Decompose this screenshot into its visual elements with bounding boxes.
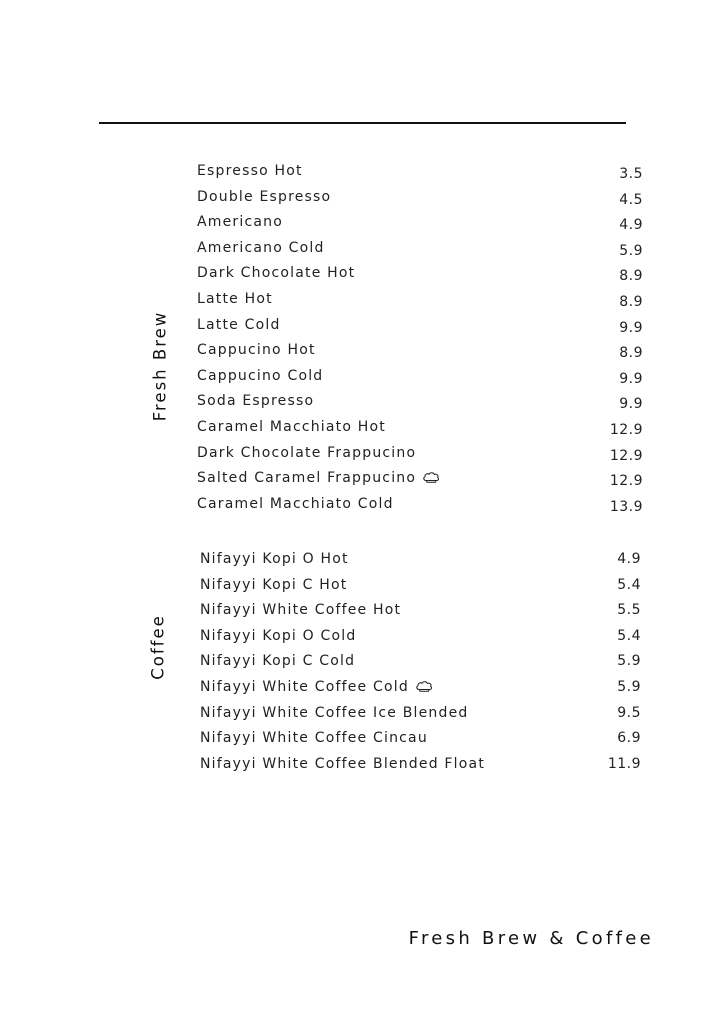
menu-item-price: 5.9 (617, 653, 641, 670)
menu-item-name (197, 342, 316, 358)
menu-item-price: 13.9 (609, 498, 643, 515)
menu-item (200, 704, 647, 730)
menu-item-price: 12.9 (609, 447, 643, 464)
menu-item (197, 162, 647, 188)
menu-item-price: 4.9 (617, 551, 641, 567)
chef-hat-icon (422, 471, 440, 483)
menu-item (200, 576, 647, 602)
menu-item-name (197, 419, 386, 435)
top-divider (99, 122, 626, 124)
menu-item-name (197, 291, 273, 307)
menu-item (197, 239, 647, 265)
menu-item-price: 6.9 (617, 730, 641, 747)
menu-item-name-text: Dark Chocolate Hot (197, 265, 356, 282)
menu-item (197, 290, 647, 316)
menu-item-name (200, 756, 485, 772)
menu-item-name (197, 214, 283, 230)
menu-item-name-text: Nifayyi White Coffee Cold (200, 678, 409, 695)
menu-item (200, 550, 647, 576)
menu-item-name (197, 470, 440, 486)
menu-item-name-text: Nifayyi White Coffee Cincau (200, 730, 428, 747)
menu-item-name (197, 393, 314, 409)
menu-item-name-text: Nifayyi Kopi C Hot (200, 576, 348, 593)
menu-item-price: 8.9 (619, 293, 643, 310)
menu-item-price: 9.9 (619, 319, 643, 336)
menu-item (200, 729, 647, 755)
menu-item-name (200, 653, 355, 669)
menu-item-name-text: Caramel Macchiato Cold (197, 495, 394, 512)
menu-item-name-text: Caramel Macchiato Hot (197, 418, 386, 435)
menu-item-name-text: Cappucino Hot (197, 342, 316, 359)
menu-item (197, 213, 647, 239)
menu-item (200, 652, 647, 678)
menu-item-name-text: Double Espresso (197, 188, 332, 205)
menu-item (200, 627, 647, 653)
menu-item-name (197, 265, 355, 281)
chef-hat-icon (415, 680, 433, 692)
menu-item-price: 9.9 (619, 370, 643, 387)
menu-item (200, 755, 647, 781)
menu-item-price: 8.9 (619, 268, 643, 285)
menu-item-name (200, 679, 433, 695)
section-label-fresh-brew: Fresh Brew (150, 310, 170, 422)
menu-item-name-text: Americano Cold (197, 239, 325, 256)
menu-item (197, 341, 647, 367)
menu-item-name-text: Cappucino Cold (197, 367, 324, 384)
menu-item-name (197, 317, 281, 333)
fresh-brew-menu-list (197, 162, 647, 520)
menu-item-name-text: Latte Cold (197, 316, 281, 333)
menu-item (197, 392, 647, 418)
menu-item (200, 601, 647, 627)
menu-item-price: 5.5 (617, 602, 641, 619)
menu-item-name-text: Latte Hot (197, 290, 273, 307)
menu-item-price: 5.4 (617, 627, 641, 644)
menu-item-price: 11.9 (607, 755, 641, 772)
menu-item-name (197, 445, 416, 461)
menu-item-name (200, 730, 428, 746)
menu-item-price: 5.9 (619, 242, 643, 259)
menu-item-price: 5.4 (617, 576, 641, 593)
menu-item-price: 9.5 (617, 704, 641, 721)
menu-item (197, 367, 647, 393)
menu-item-name (200, 628, 356, 644)
coffee-menu-list (200, 550, 647, 780)
menu-item (197, 316, 647, 342)
menu-item-name (197, 240, 325, 256)
menu-item-name (200, 551, 349, 567)
menu-footer-title: Fresh Brew & Coffee (408, 928, 654, 949)
menu-item (200, 678, 647, 704)
menu-item (197, 264, 647, 290)
menu-item-name (197, 368, 323, 384)
menu-item (197, 495, 647, 521)
menu-item-name-text: Soda Espresso (197, 393, 315, 410)
section-label-coffee: Coffee (148, 614, 168, 680)
menu-item-price: 9.9 (619, 396, 643, 413)
menu-item-name (197, 496, 394, 512)
menu-item-name (197, 163, 303, 179)
menu-item-name-text: Nifayyi Kopi O Cold (200, 627, 357, 644)
menu-item-name-text: Nifayyi White Coffee Ice Blended (200, 704, 469, 721)
menu-item-name-text: Espresso Hot (197, 163, 303, 179)
menu-item-price: 4.5 (619, 191, 643, 208)
menu-item-name-text: Americano (197, 214, 283, 231)
menu-item-name (200, 602, 401, 618)
menu-item-price: 12.9 (609, 421, 643, 438)
menu-item-price: 12.9 (609, 473, 643, 490)
menu-item-name-text: Nifayyi White Coffee Blended Float (200, 755, 486, 772)
menu-item (197, 444, 647, 470)
menu-item-name-text: Salted Caramel Frappucino (197, 470, 417, 487)
menu-item-price: 8.9 (619, 345, 643, 362)
menu-item (197, 188, 647, 214)
menu-item-price: 4.9 (619, 217, 643, 234)
menu-item-name (197, 189, 331, 205)
menu-item-name (200, 577, 347, 593)
menu-item-name-text: Dark Chocolate Frappucino (197, 444, 417, 461)
menu-item (197, 418, 647, 444)
menu-item (197, 469, 647, 495)
menu-item-price: 3.5 (619, 166, 643, 182)
menu-item-price: 5.9 (617, 678, 641, 695)
menu-item-name-text: Nifayyi White Coffee Hot (200, 602, 402, 619)
menu-item-name (200, 705, 468, 721)
menu-item-name-text: Nifayyi Kopi O Hot (200, 551, 349, 567)
menu-item-name-text: Nifayyi Kopi C Cold (200, 653, 356, 670)
